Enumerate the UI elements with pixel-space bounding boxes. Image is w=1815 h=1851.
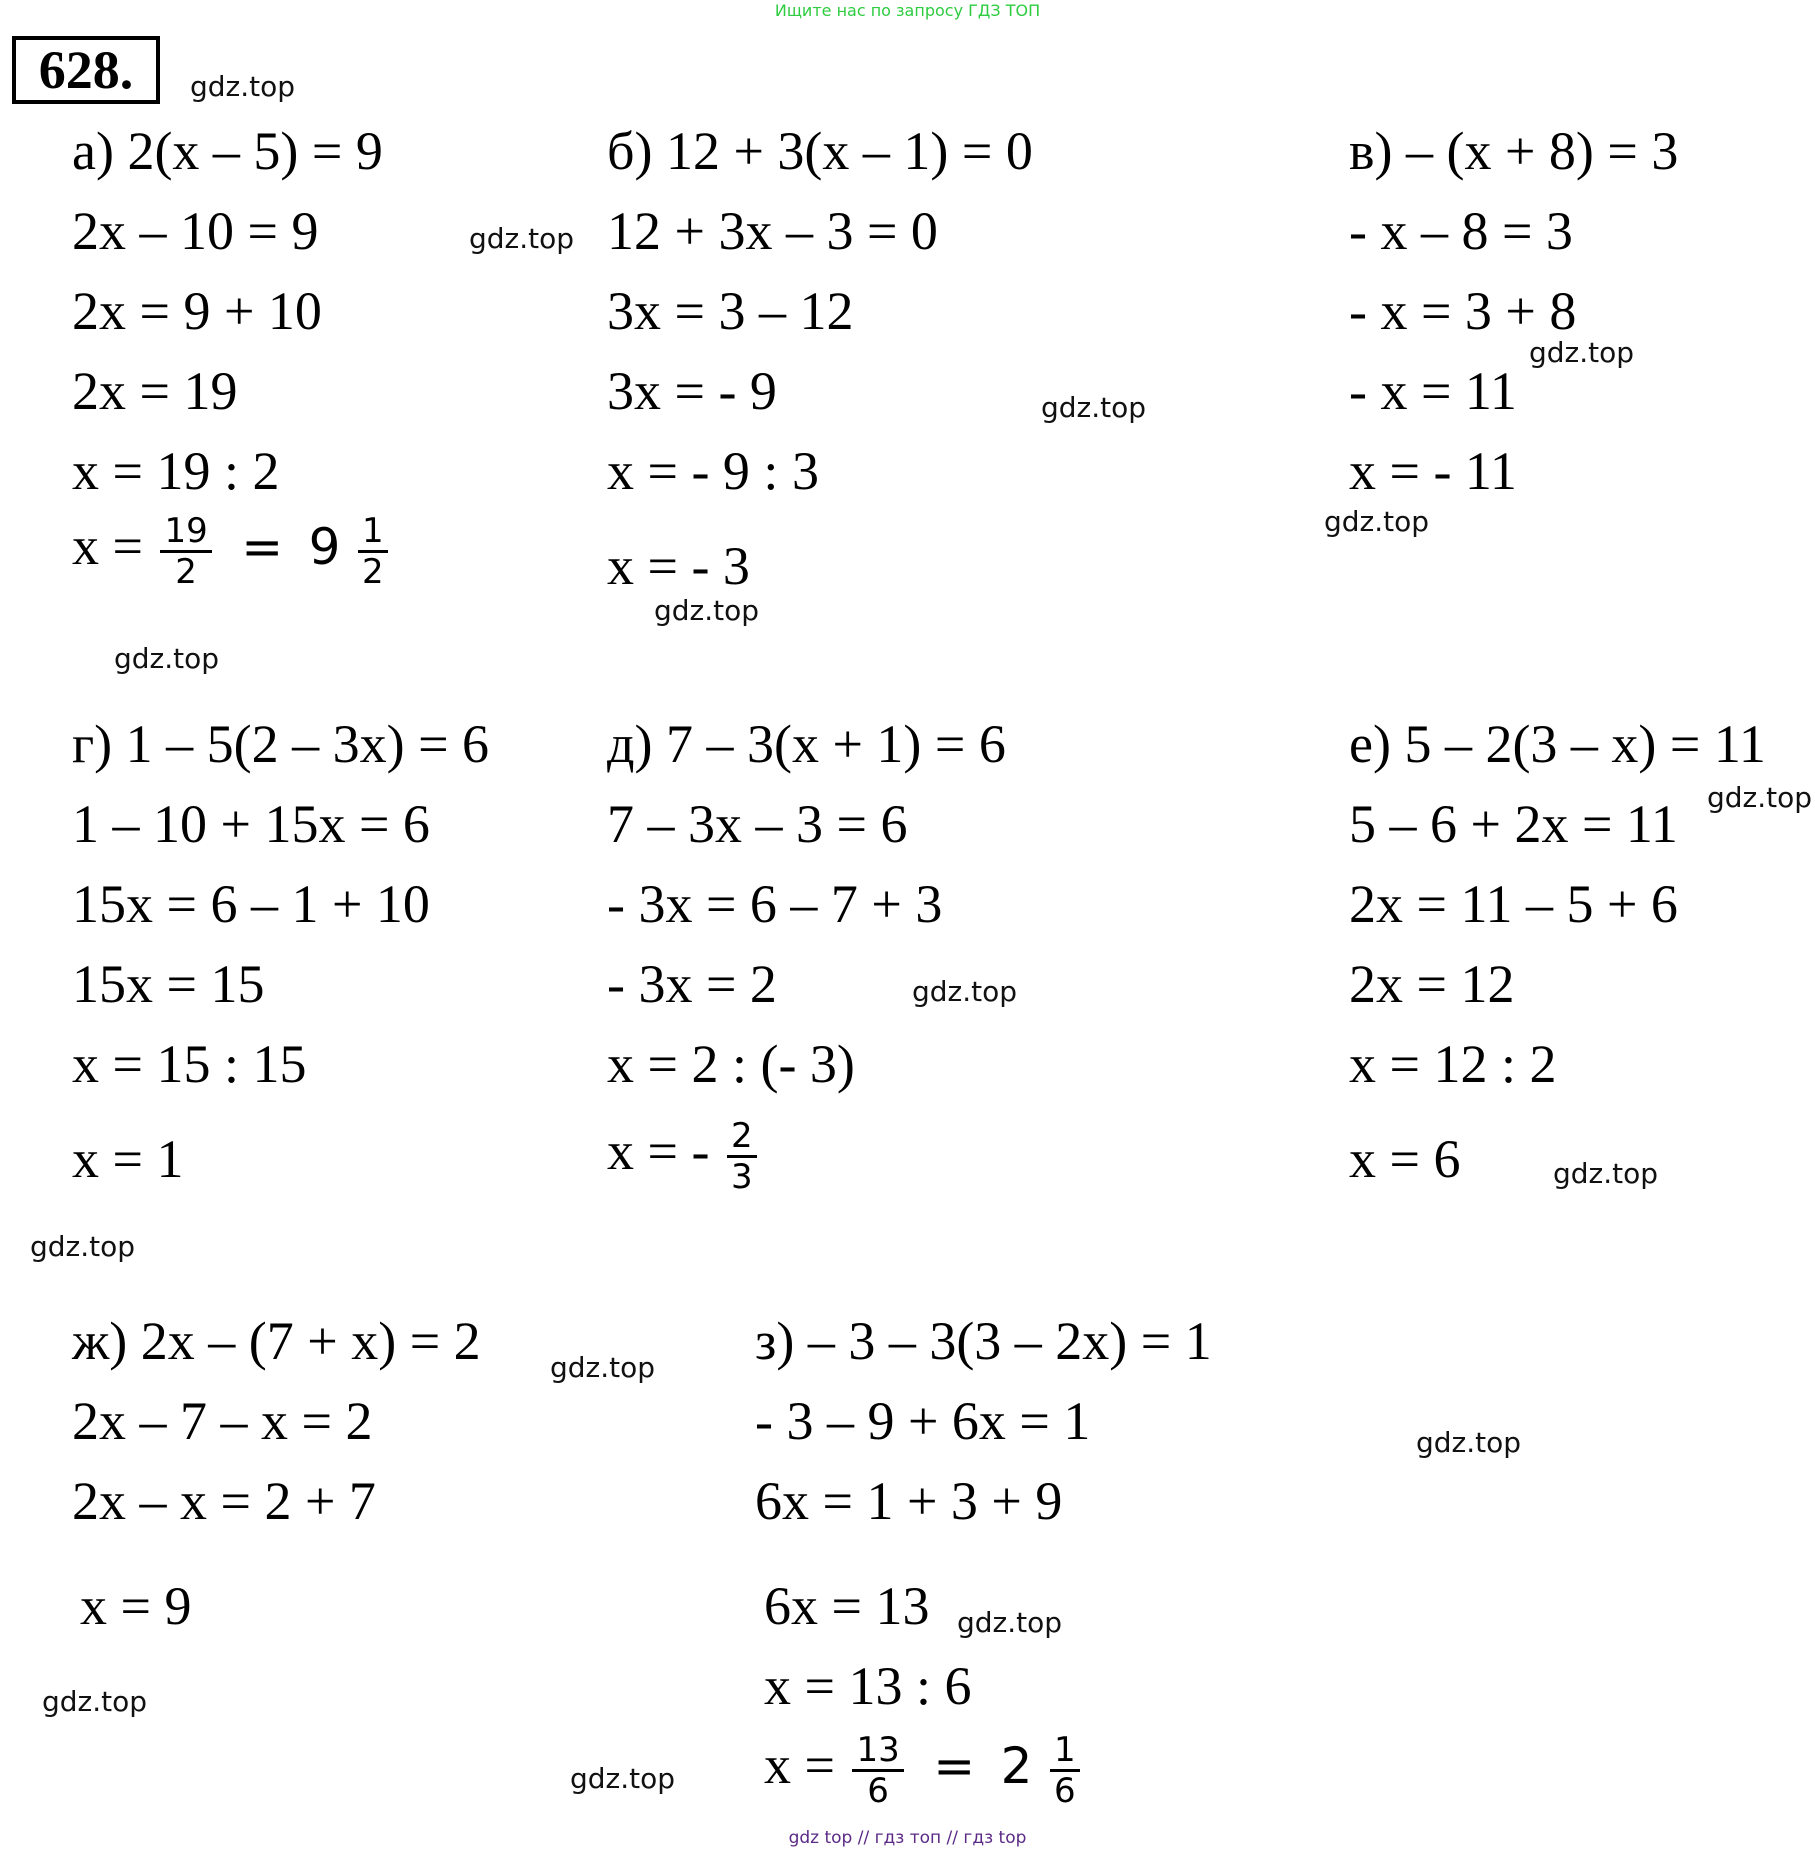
problem-a-line-3: 2x = 19: [72, 361, 238, 421]
watermark: gdz.top: [1553, 1157, 1659, 1190]
watermark: gdz.top: [1041, 391, 1147, 424]
fraction-denominator: 2: [175, 552, 197, 592]
watermark: gdz.top: [114, 642, 220, 675]
problem-z-line-4: x = 13 : 6: [764, 1656, 972, 1716]
problem-g-line-0: г) 1 – 5(2 – 3x) = 6: [72, 714, 490, 774]
problem-a-final-prefix: x =: [72, 515, 143, 576]
problem-e-line-1: 5 – 6 + 2x = 11: [1349, 794, 1678, 854]
problem-b-line-4: x = - 9 : 3: [607, 441, 819, 501]
problem-z-line-1: - 3 – 9 + 6x = 1: [755, 1391, 1091, 1451]
fraction-numerator: 1: [1050, 1731, 1080, 1772]
fraction-13-6: [852, 1731, 903, 1810]
problem-d-final: [607, 1117, 761, 1196]
problem-a-line-0: а) 2(x – 5) = 9: [72, 121, 383, 181]
problem-b-line-0: б) 12 + 3(x – 1) = 0: [607, 121, 1033, 181]
task-number: 628.: [12, 36, 160, 104]
problem-g-line-3: 15x = 15: [72, 954, 265, 1014]
watermark: gdz.top: [1416, 1426, 1522, 1459]
watermark: gdz.top: [1324, 505, 1430, 538]
fraction-numerator: 1: [358, 512, 388, 553]
problem-g-line-5: x = 1: [72, 1129, 184, 1189]
problem-zh-line-2: 2x – x = 2 + 7: [72, 1471, 376, 1531]
watermark: gdz.top: [912, 975, 1018, 1008]
problem-d-line-0: д) 7 – 3(x + 1) = 6: [607, 714, 1006, 774]
problem-z-line-0: з) – 3 – 3(3 – 2x) = 1: [755, 1311, 1212, 1371]
watermark: gdz.top: [1529, 336, 1635, 369]
fraction-denominator: 6: [867, 1771, 889, 1811]
problem-d-line-4: x = 2 : (- 3): [607, 1034, 855, 1094]
watermark: gdz.top: [42, 1685, 148, 1718]
watermark: gdz.top: [570, 1762, 676, 1795]
problem-zh-line-1: 2x – 7 – x = 2: [72, 1391, 373, 1451]
mixed-whole: 9: [308, 517, 341, 576]
problem-v-line-1: - x – 8 = 3: [1349, 201, 1573, 261]
problem-e-line-5: x = 6: [1349, 1129, 1461, 1189]
problem-v-line-0: в) – (x + 8) = 3: [1349, 121, 1679, 181]
fraction-denominator: 6: [1053, 1771, 1076, 1811]
watermark: gdz.top: [1707, 781, 1813, 814]
problem-z-line-3: 6x = 13: [764, 1576, 930, 1636]
problem-a-line-1: 2x – 10 = 9: [72, 201, 319, 261]
fraction-denominator: 3: [730, 1157, 753, 1197]
problem-d-line-2: - 3x = 6 – 7 + 3: [607, 874, 943, 934]
problem-z-final-prefix: x =: [764, 1734, 835, 1795]
fraction-numerator: 13: [852, 1731, 903, 1772]
watermark: gdz.top: [654, 594, 760, 627]
fraction-1-2: [358, 512, 388, 591]
problem-e-line-3: 2x = 12: [1349, 954, 1515, 1014]
problem-zh-line-3: x = 9: [80, 1576, 192, 1636]
problem-b-line-5: x = - 3: [607, 536, 750, 596]
problem-a-line-4: x = 19 : 2: [72, 441, 280, 501]
equals-sign: =: [933, 1736, 976, 1795]
problem-g-line-1: 1 – 10 + 15x = 6: [72, 794, 430, 854]
fraction-19-2: [160, 512, 211, 591]
problem-b-line-3: 3x = - 9: [607, 361, 777, 421]
problem-v-line-4: x = - 11: [1349, 441, 1517, 501]
watermark: gdz.top: [957, 1606, 1063, 1639]
problem-b-line-1: 12 + 3x – 3 = 0: [607, 201, 938, 261]
fraction-numerator: 2: [727, 1117, 757, 1158]
watermark: gdz.top: [190, 70, 296, 103]
watermark: gdz.top: [30, 1230, 136, 1263]
watermark: gdz.top: [550, 1351, 656, 1384]
problem-d-line-3: - 3x = 2: [607, 954, 777, 1014]
equals-sign: =: [241, 517, 284, 576]
fraction-numerator: 19: [160, 512, 211, 553]
problem-d-final-prefix: x = -: [607, 1120, 710, 1181]
problem-z-final: [764, 1731, 1084, 1810]
problem-v-line-2: - x = 3 + 8: [1349, 281, 1577, 341]
problem-e-line-0: е) 5 – 2(3 – x) = 11: [1349, 714, 1766, 774]
fraction-1-6: [1050, 1731, 1080, 1810]
problem-b-line-2: 3x = 3 – 12: [607, 281, 854, 341]
fraction-2-3: [727, 1117, 757, 1196]
problem-zh-line-0: ж) 2x – (7 + x) = 2: [72, 1311, 481, 1371]
problem-a-final: [72, 512, 392, 591]
footer-links[interactable]: gdz top // гдз топ // гдз top: [788, 1828, 1027, 1848]
problem-d-line-1: 7 – 3x – 3 = 6: [607, 794, 908, 854]
problem-e-line-2: 2x = 11 – 5 + 6: [1349, 874, 1678, 934]
problem-g-line-2: 15x = 6 – 1 + 10: [72, 874, 430, 934]
watermark: gdz.top: [469, 222, 575, 255]
problem-e-line-4: x = 12 : 2: [1349, 1034, 1557, 1094]
problem-v-line-3: - x = 11: [1349, 361, 1517, 421]
top-banner[interactable]: Ищите нас по запросу ГДЗ ТОП: [774, 1, 1041, 20]
problem-g-line-4: x = 15 : 15: [72, 1034, 307, 1094]
problem-a-line-2: 2x = 9 + 10: [72, 281, 322, 341]
problem-z-line-2: 6x = 1 + 3 + 9: [755, 1471, 1063, 1531]
mixed-whole: 2: [1000, 1736, 1033, 1795]
fraction-denominator: 2: [361, 552, 384, 592]
